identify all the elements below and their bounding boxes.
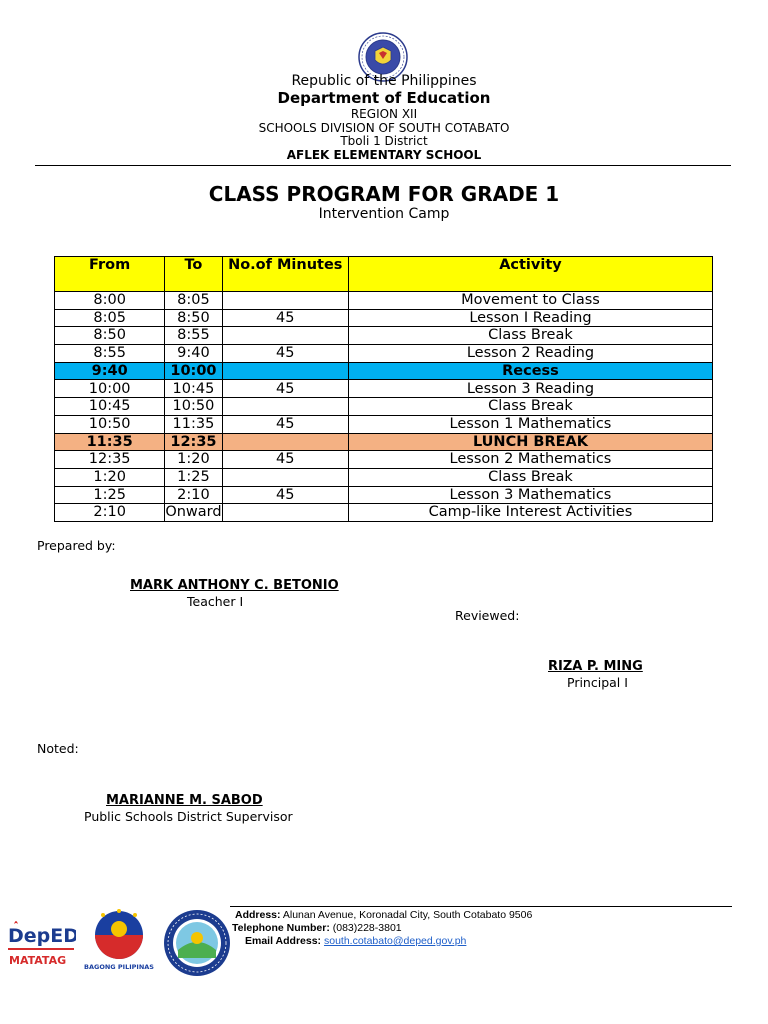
cell-activity: Class Break bbox=[348, 327, 712, 345]
schools-division-seal-logo bbox=[162, 908, 232, 978]
cell-from: 8:00 bbox=[55, 292, 165, 310]
prepared-by-label: Prepared by: bbox=[37, 538, 116, 553]
address-label: Address: bbox=[235, 909, 281, 921]
footer-phone bbox=[232, 922, 402, 934]
cell-to: 10:00 bbox=[165, 362, 222, 380]
table-row bbox=[55, 309, 713, 327]
header-division: SCHOOLS DIVISION OF SOUTH COTABATO bbox=[258, 121, 510, 135]
cell-activity: Recess bbox=[348, 362, 712, 380]
cell-minutes: 45 bbox=[222, 415, 348, 433]
cell-to: 8:50 bbox=[165, 309, 222, 327]
cell-to: 1:25 bbox=[165, 468, 222, 486]
cell-from: 8:05 bbox=[55, 309, 165, 327]
cell-to: 8:05 bbox=[165, 292, 222, 310]
cell-activity: Movement to Class bbox=[348, 292, 712, 310]
address-value: Alunan Avenue, Koronadal City, South Cotabato 9506 bbox=[282, 909, 533, 921]
svg-text:MATATAG: MATATAG bbox=[9, 954, 67, 967]
cell-activity: Class Break bbox=[348, 468, 712, 486]
cell-minutes bbox=[222, 362, 348, 380]
email-link[interactable]: south.cotabato@deped.gov.ph bbox=[323, 935, 467, 947]
cell-minutes bbox=[222, 327, 348, 345]
cell-activity: Camp-like Interest Activities bbox=[348, 504, 712, 522]
cell-from: 10:50 bbox=[55, 415, 165, 433]
cell-activity: Lesson 2 Reading bbox=[348, 345, 712, 363]
cell-to: 12:35 bbox=[165, 433, 222, 451]
cell-to: 8:55 bbox=[165, 327, 222, 345]
footer-email bbox=[245, 935, 466, 947]
table-row bbox=[55, 398, 713, 416]
cell-from: 9:40 bbox=[55, 362, 165, 380]
reviewed-label: Reviewed: bbox=[455, 608, 520, 623]
cell-minutes: 45 bbox=[222, 486, 348, 504]
cell-from: 8:55 bbox=[55, 345, 165, 363]
column-header-from: From bbox=[55, 257, 165, 292]
footer-address bbox=[235, 909, 532, 921]
svg-text:BAGONG PILIPINAS: BAGONG PILIPINAS bbox=[84, 963, 154, 971]
cell-to: 9:40 bbox=[165, 345, 222, 363]
table-row bbox=[55, 380, 713, 398]
column-header-activity: Activity bbox=[348, 257, 712, 292]
table-row bbox=[55, 451, 713, 469]
svg-text:DepED: DepED bbox=[8, 925, 76, 947]
table-row bbox=[55, 415, 713, 433]
cell-from: 10:00 bbox=[55, 380, 165, 398]
table-row bbox=[55, 486, 713, 504]
header-republic: Republic of the Philippines bbox=[291, 73, 477, 89]
noted-label: Noted: bbox=[37, 741, 79, 756]
header-district: Tboli 1 District bbox=[340, 134, 428, 148]
cell-minutes bbox=[222, 504, 348, 522]
phone-value: (083)228-3801 bbox=[332, 922, 402, 934]
noted-by-title: Public Schools District Supervisor bbox=[84, 809, 293, 824]
class-program-table bbox=[54, 256, 713, 522]
cell-to: 10:50 bbox=[165, 398, 222, 416]
table-row bbox=[55, 504, 713, 522]
cell-minutes bbox=[222, 398, 348, 416]
table-row bbox=[55, 468, 713, 486]
cell-from: 11:35 bbox=[55, 433, 165, 451]
cell-activity: Lesson 2 Mathematics bbox=[348, 451, 712, 469]
header-department: Department of Education bbox=[277, 89, 491, 107]
footer-divider bbox=[230, 906, 732, 907]
cell-from: 10:45 bbox=[55, 398, 165, 416]
cell-minutes bbox=[222, 433, 348, 451]
column-header-minutes: No.of Minutes bbox=[222, 257, 348, 292]
reviewed-by-title: Principal I bbox=[567, 675, 628, 690]
email-label: Email Address: bbox=[245, 935, 322, 947]
cell-from: 1:20 bbox=[55, 468, 165, 486]
cell-to: 11:35 bbox=[165, 415, 222, 433]
phone-label: Telephone Number: bbox=[232, 922, 330, 934]
header-divider bbox=[35, 165, 731, 166]
cell-to: 1:20 bbox=[165, 451, 222, 469]
table-row bbox=[55, 327, 713, 345]
cell-from: 8:50 bbox=[55, 327, 165, 345]
cell-minutes: 45 bbox=[222, 380, 348, 398]
cell-to: Onward bbox=[165, 504, 222, 521]
cell-to: 2:10 bbox=[165, 486, 222, 504]
cell-from: 1:25 bbox=[55, 486, 165, 504]
table-row bbox=[55, 345, 713, 363]
header-school: AFLEK ELEMENTARY SCHOOL bbox=[286, 148, 482, 162]
cell-activity: LUNCH BREAK bbox=[348, 433, 712, 451]
column-header-to: To bbox=[165, 257, 222, 292]
cell-to: 10:45 bbox=[165, 380, 222, 398]
cell-minutes: 45 bbox=[222, 309, 348, 327]
table-body bbox=[55, 292, 713, 522]
prepared-by-title: Teacher I bbox=[187, 594, 244, 609]
header-region: REGION XII bbox=[350, 107, 418, 121]
reviewed-by-name: RIZA P. MING bbox=[548, 659, 643, 674]
cell-minutes: 45 bbox=[222, 451, 348, 469]
cell-activity: Lesson 3 Reading bbox=[348, 380, 712, 398]
cell-activity: Class Break bbox=[348, 398, 712, 416]
cell-minutes: 45 bbox=[222, 345, 348, 363]
noted-by-name: MARIANNE M. SABOD bbox=[106, 793, 263, 808]
prepared-by-name: MARK ANTHONY C. BETONIO bbox=[130, 578, 339, 593]
cell-activity: Lesson 1 Mathematics bbox=[348, 415, 712, 433]
table-row bbox=[55, 292, 713, 310]
cell-activity: Lesson I Reading bbox=[348, 309, 712, 327]
cell-minutes bbox=[222, 292, 348, 310]
page-title: CLASS PROGRAM FOR GRADE 1 bbox=[208, 182, 560, 206]
cell-from: 2:10 bbox=[55, 504, 165, 522]
cell-activity: Lesson 3 Mathematics bbox=[348, 486, 712, 504]
page-subtitle: Intervention Camp bbox=[318, 206, 450, 222]
table-row bbox=[55, 433, 713, 451]
table-header-row bbox=[55, 257, 713, 292]
cell-minutes bbox=[222, 468, 348, 486]
deped-matatag-logo bbox=[6, 912, 76, 972]
table-row bbox=[55, 362, 713, 380]
bagong-pilipinas-logo bbox=[83, 907, 155, 971]
cell-from: 12:35 bbox=[55, 451, 165, 469]
